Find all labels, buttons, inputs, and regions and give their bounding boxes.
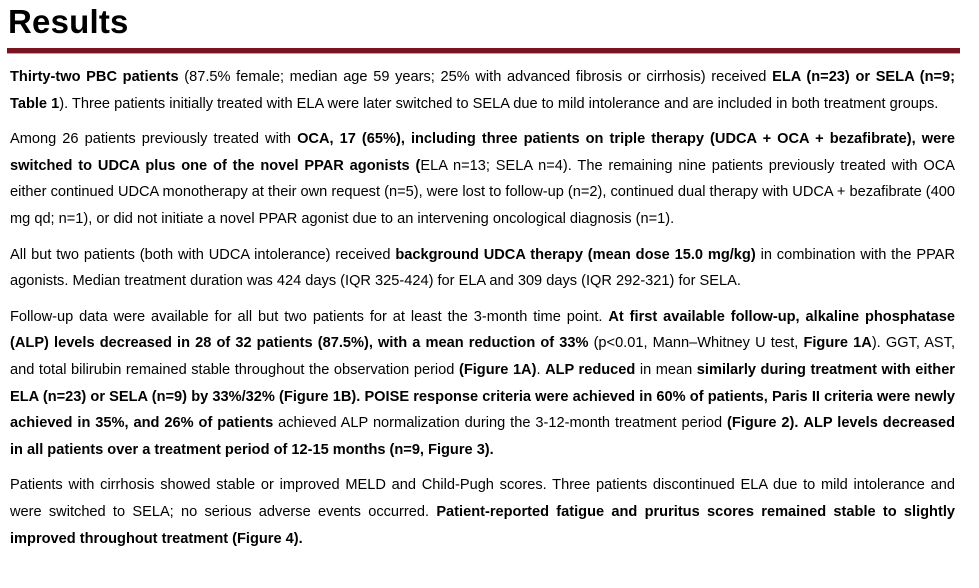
bold-text-run: At first available follow-up, alkaline phosphatase (ALP) levels decreased in 28 of 32 patients (87.5%), with a mean reduction of 33% [10, 308, 955, 352]
text-run: ). GGT, AST, and total bilirubin remained stable throughout the observation period [10, 335, 956, 378]
bold-text-run: OCA, 17 (65%), including three patients on triple therapy (UDCA + OCA + bezafibrate), were switched to UDCA plus one of the novel PPAR agonists ( [10, 131, 955, 174]
bold-text-run: ALP reduced [545, 361, 636, 378]
bold-text-run: Thirty-two PBC patients [10, 69, 179, 85]
text-run: . [536, 361, 546, 378]
text-run: in combination with the PPAR agonists. Median treatment duration was 424 days (IQR 325-424) for ELA and 309 days (IQR 292-321) for SELA. [10, 246, 955, 290]
text-run: Among 26 patients previously treated with [10, 131, 298, 148]
text-run: (87.5% female; median age 59 years; 25% with advanced fibrosis or cirrhosis) received [178, 69, 773, 85]
paragraph-1 [10, 64, 955, 117]
text-run: ELA n=13; SELA n=4). The remaining nine patients previously treated with OCA either continued UDCA monotherapy at their own request (n=5), were lost to follow-up (n=2), continued dual therapy with UDCA + bezafibrate (400 mg qd; n=1), or did not initiate a novel PPAR agonist due to an intervening oncological diagnosis (n=1). [10, 157, 956, 227]
bold-text-run: ELA (n=23) or SELA (n=9; Table 1 [10, 69, 955, 112]
bold-text-run: (Figure 1A) [458, 361, 537, 378]
text-run: (p<0.01, Mann–Whitney U test, [588, 335, 804, 352]
text-run: Follow-up data were available for all but two patients for at least the 3-month time point. [10, 308, 609, 325]
bold-text-run: background UDCA therapy (mean dose 15.0 mg/kg) [395, 246, 756, 263]
results-body [10, 64, 955, 561]
text-run: ). Three patients initially treated with ELA were later switched to SELA due to mild intolerance and are included in both treatment groups. [59, 95, 939, 112]
bold-text-run: similarly during treatment with either ELA (n=23) or SELA (n=9) by 33%/32% (Figure 1B). POISE response criteria were achieved in 60% of patients, Paris II criteria were newly achieved in 35%, and 26% of patients [10, 361, 955, 432]
bold-text-run: Patient-reported fatigue and pruritus scores remained stable to slightly improved throughout treatment (Figure 4). [10, 503, 955, 547]
paragraph-2 [10, 126, 955, 232]
text-run: in mean [635, 361, 697, 378]
section-heading: Results [8, 3, 129, 40]
text-run: achieved ALP normalization during the 3-12-month treatment period [273, 415, 728, 432]
text-run: All but two patients (both with UDCA intolerance) received [10, 246, 396, 263]
paragraph-5 [10, 472, 955, 552]
bold-text-run: (Figure 2). [727, 415, 799, 432]
bold-text-run: Figure 1A [803, 335, 872, 352]
text-run: Patients with cirrhosis showed stable or improved MELD and Child-Pugh scores. Three patients discontinued ELA due to mild intolerance and were switched to SELA; no serious adverse events occurred. [10, 477, 955, 520]
paragraph-3 [10, 242, 955, 295]
heading-divider-shadow [7, 53, 960, 54]
bold-text-run: ALP levels decreased in all patients over a treatment period of 12-15 months (n=9, Figure 3). [10, 415, 955, 458]
paragraph-4 [10, 304, 955, 464]
